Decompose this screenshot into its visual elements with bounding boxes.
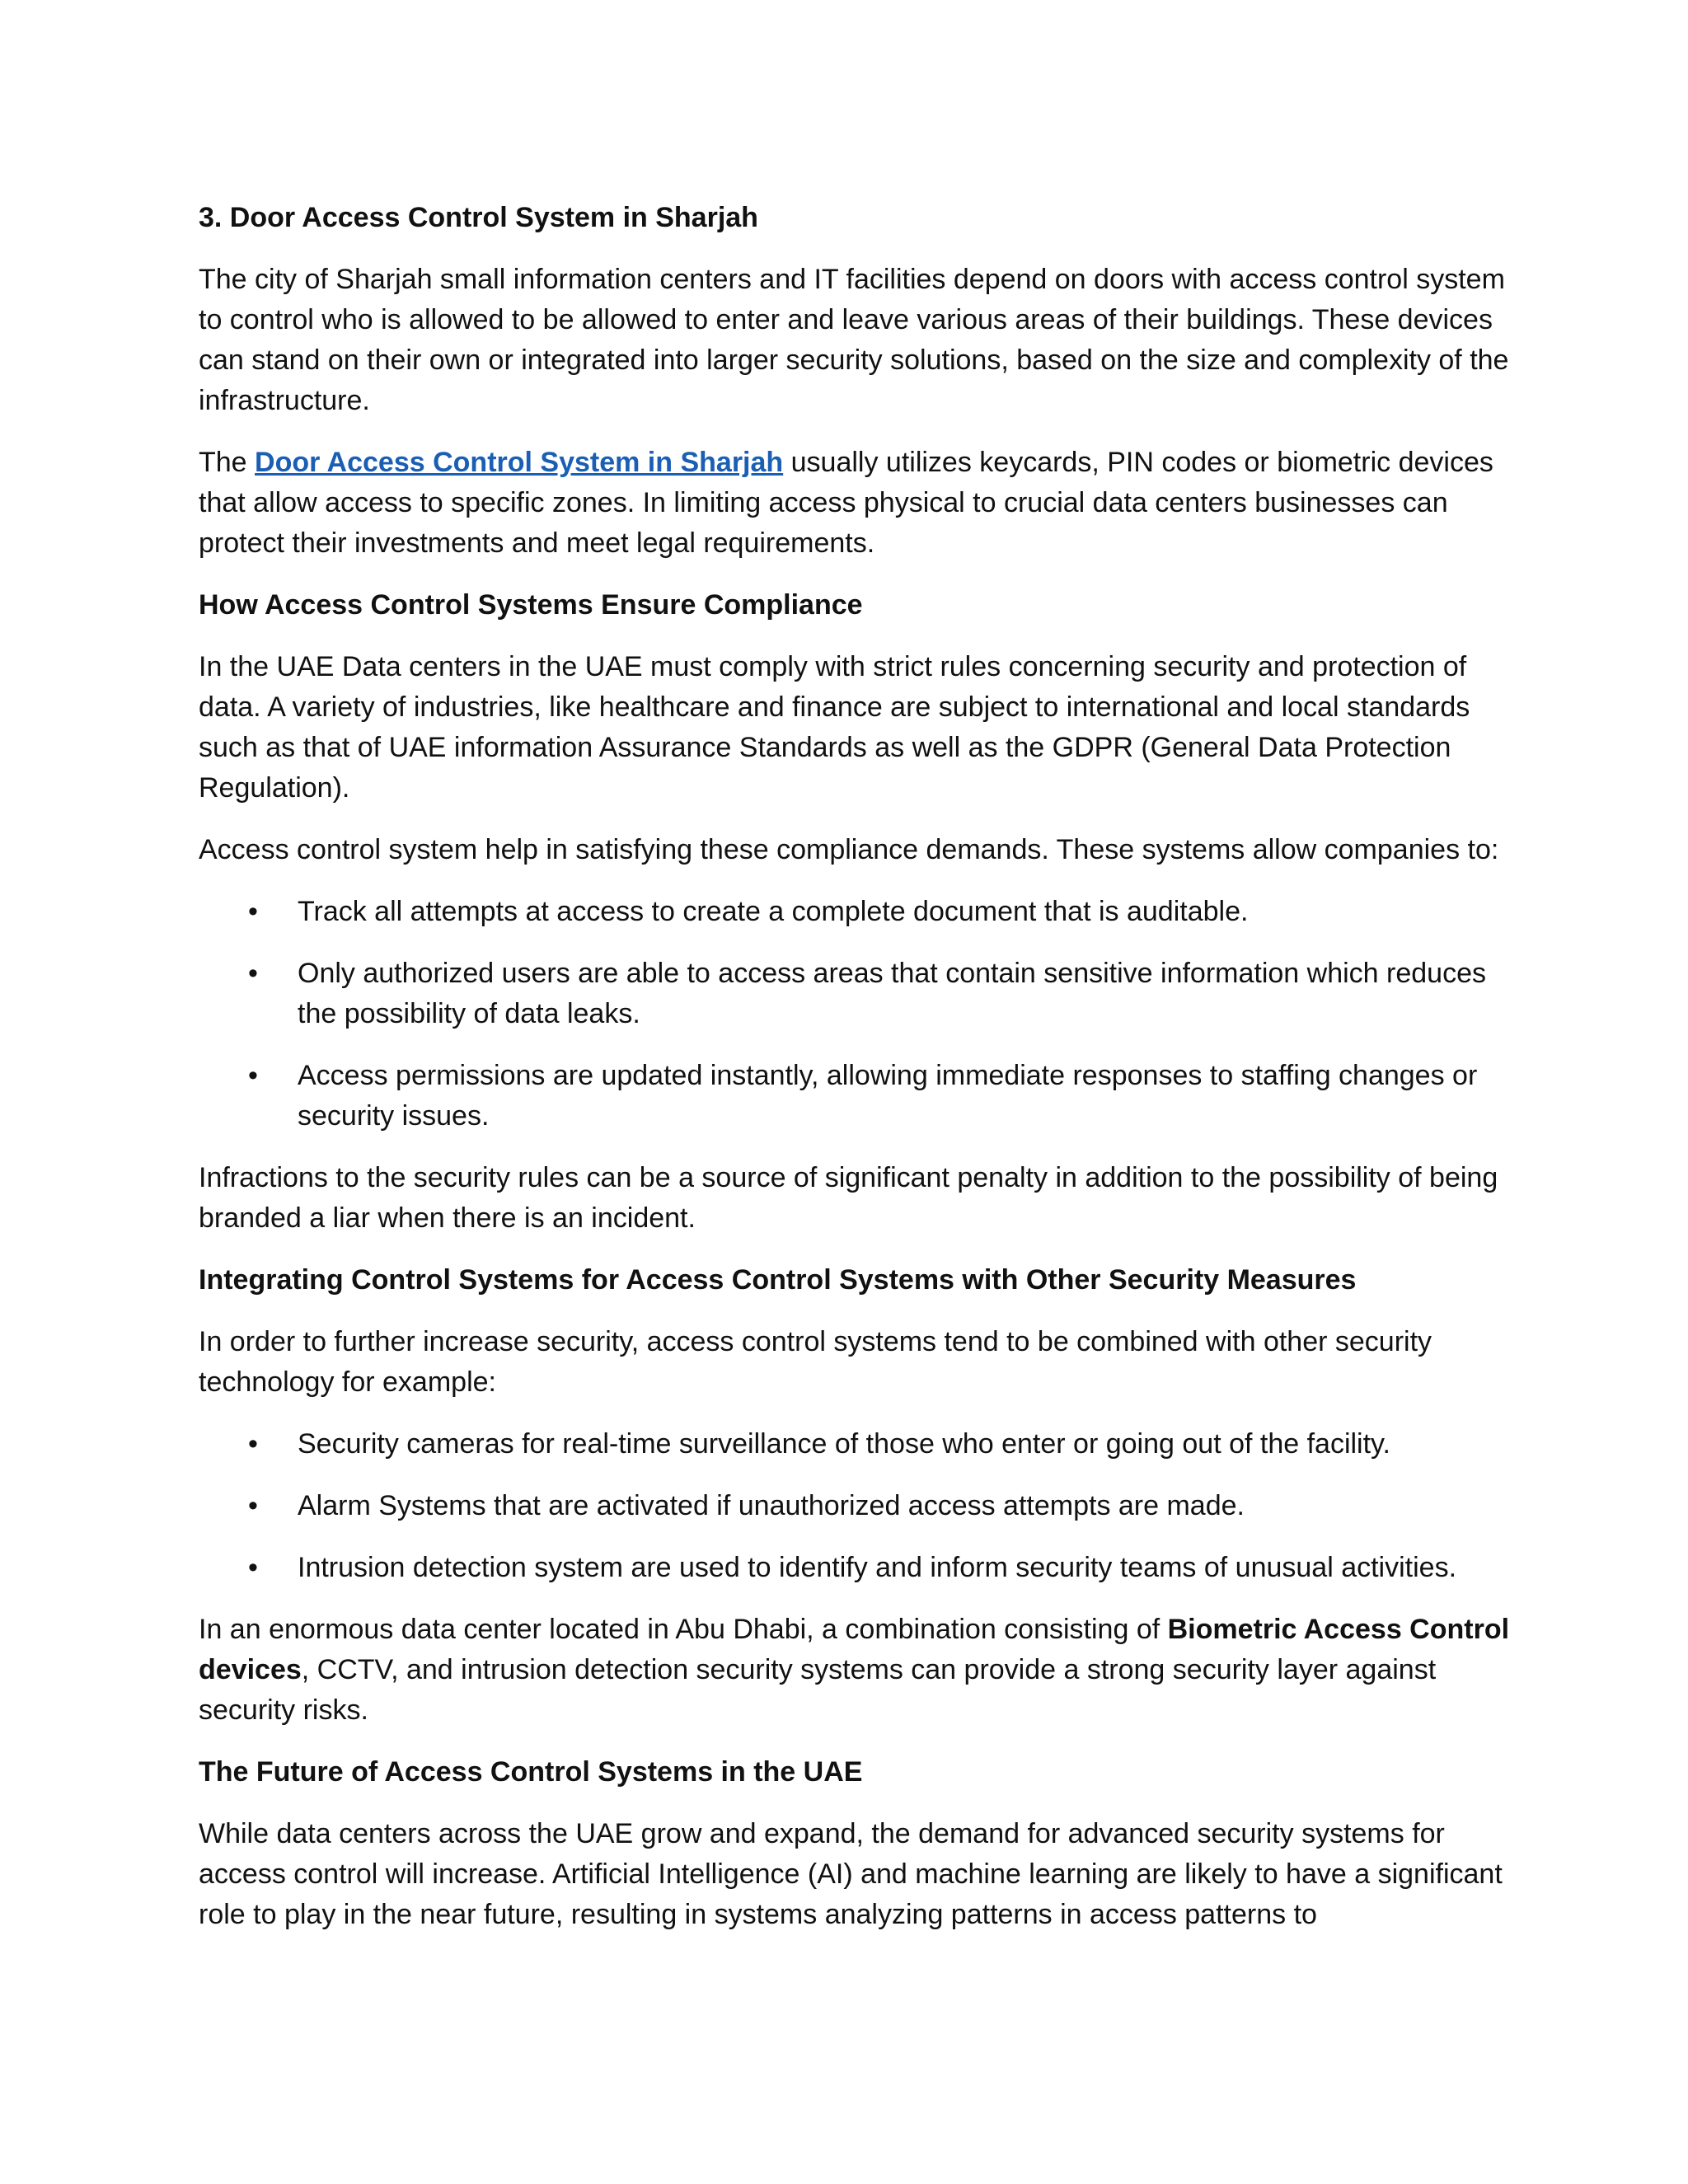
list-item [199, 954, 1517, 1034]
bullet-icon: • [248, 1060, 258, 1091]
compliance-paragraph: In the UAE Data centers in the UAE must comply with strict rules concerning security and protection of data. A variety of industries, like healthcare and finance are subject to international and local standards such as that of UAE information Assurance Standards as well as the GDPR (General Data Protection Regulation). [199, 651, 1470, 804]
list-item-text: Security cameras for real-time surveillance of those who enter or going out of the facility. [298, 1428, 1390, 1460]
bullet-icon: • [248, 1552, 258, 1583]
keycard-paragraph-after: usually utilizes keycards, PIN codes or biometric devices that allow access to specific zones. In limiting access physical to crucial data centers businesses can protect their investments and meet legal requirements. [199, 447, 1493, 559]
keycard-paragraph [199, 443, 1517, 564]
bullet-icon: • [248, 1428, 258, 1460]
compliance-bullet-list [199, 892, 1517, 1137]
section-heading: 3. Door Access Control System in Sharjah [199, 202, 758, 233]
infractions-paragraph: Infractions to the security rules can be a source of significant penalty in addition to the possibility of being branded a liar when there is an incident. [199, 1162, 1498, 1234]
future-heading: The Future of Access Control Systems in the UAE [199, 1756, 863, 1788]
compliance-demands-paragraph: Access control system help in satisfying these compliance demands. These systems allow companies to: [199, 834, 1499, 865]
door-access-control-link[interactable]: Door Access Control System in Sharjah [255, 447, 784, 478]
abu-dhabi-paragraph [199, 1610, 1517, 1731]
future-paragraph: While data centers across the UAE grow and expand, the demand for advanced security systems for access control will increase. Artificial Intelligence (AI) and machine learning are likely to have a significant role to play in the near future, resulting in systems analyzing patterns in access patterns to [199, 1818, 1503, 1930]
abu-dhabi-paragraph-after: , CCTV, and intrusion detection security systems can provide a strong security layer against security risks. [199, 1654, 1437, 1726]
list-item [199, 1548, 1517, 1588]
list-item [199, 1486, 1517, 1526]
list-item-text: Track all attempts at access to create a complete document that is auditable. [298, 896, 1249, 927]
intro-paragraph: The city of Sharjah small information centers and IT facilities depend on doors with access control system to control who is allowed to be allowed to enter and leave various areas of their buildings. These devices can stand on their own or integrated into larger security solutions, based on the size and complexity of the infrastructure. [199, 264, 1509, 416]
integration-heading: Integrating Control Systems for Access Control Systems with Other Security Measures [199, 1264, 1357, 1296]
biometric-devices-bold: Biometric Access Control devices [199, 1614, 1510, 1685]
integration-bullet-list [199, 1424, 1517, 1588]
keycard-paragraph-before: The [199, 447, 256, 478]
list-item-text: Alarm Systems that are activated if unauthorized access attempts are made. [298, 1490, 1245, 1521]
integration-paragraph: In order to further increase security, access control systems tend to be combined with other security technology for example: [199, 1326, 1432, 1398]
bullet-icon: • [248, 896, 258, 927]
list-item [199, 1056, 1517, 1137]
list-item-text: Only authorized users are able to access areas that contain sensitive information which reduces the possibility of data leaks. [298, 958, 1486, 1029]
document-page [199, 198, 1517, 1957]
list-item-text: Intrusion detection system are used to identify and inform security teams of unusual activities. [298, 1552, 1457, 1583]
compliance-heading: How Access Control Systems Ensure Compliance [199, 589, 863, 621]
list-item [199, 892, 1517, 932]
bullet-icon: • [248, 958, 258, 989]
abu-dhabi-paragraph-before: In an enormous data center located in Abu Dhabi, a combination consisting of [199, 1614, 1168, 1645]
bullet-icon: • [248, 1490, 258, 1521]
list-item-text: Access permissions are updated instantly, allowing immediate responses to staffing changes or security issues. [298, 1060, 1478, 1132]
list-item [199, 1424, 1517, 1465]
